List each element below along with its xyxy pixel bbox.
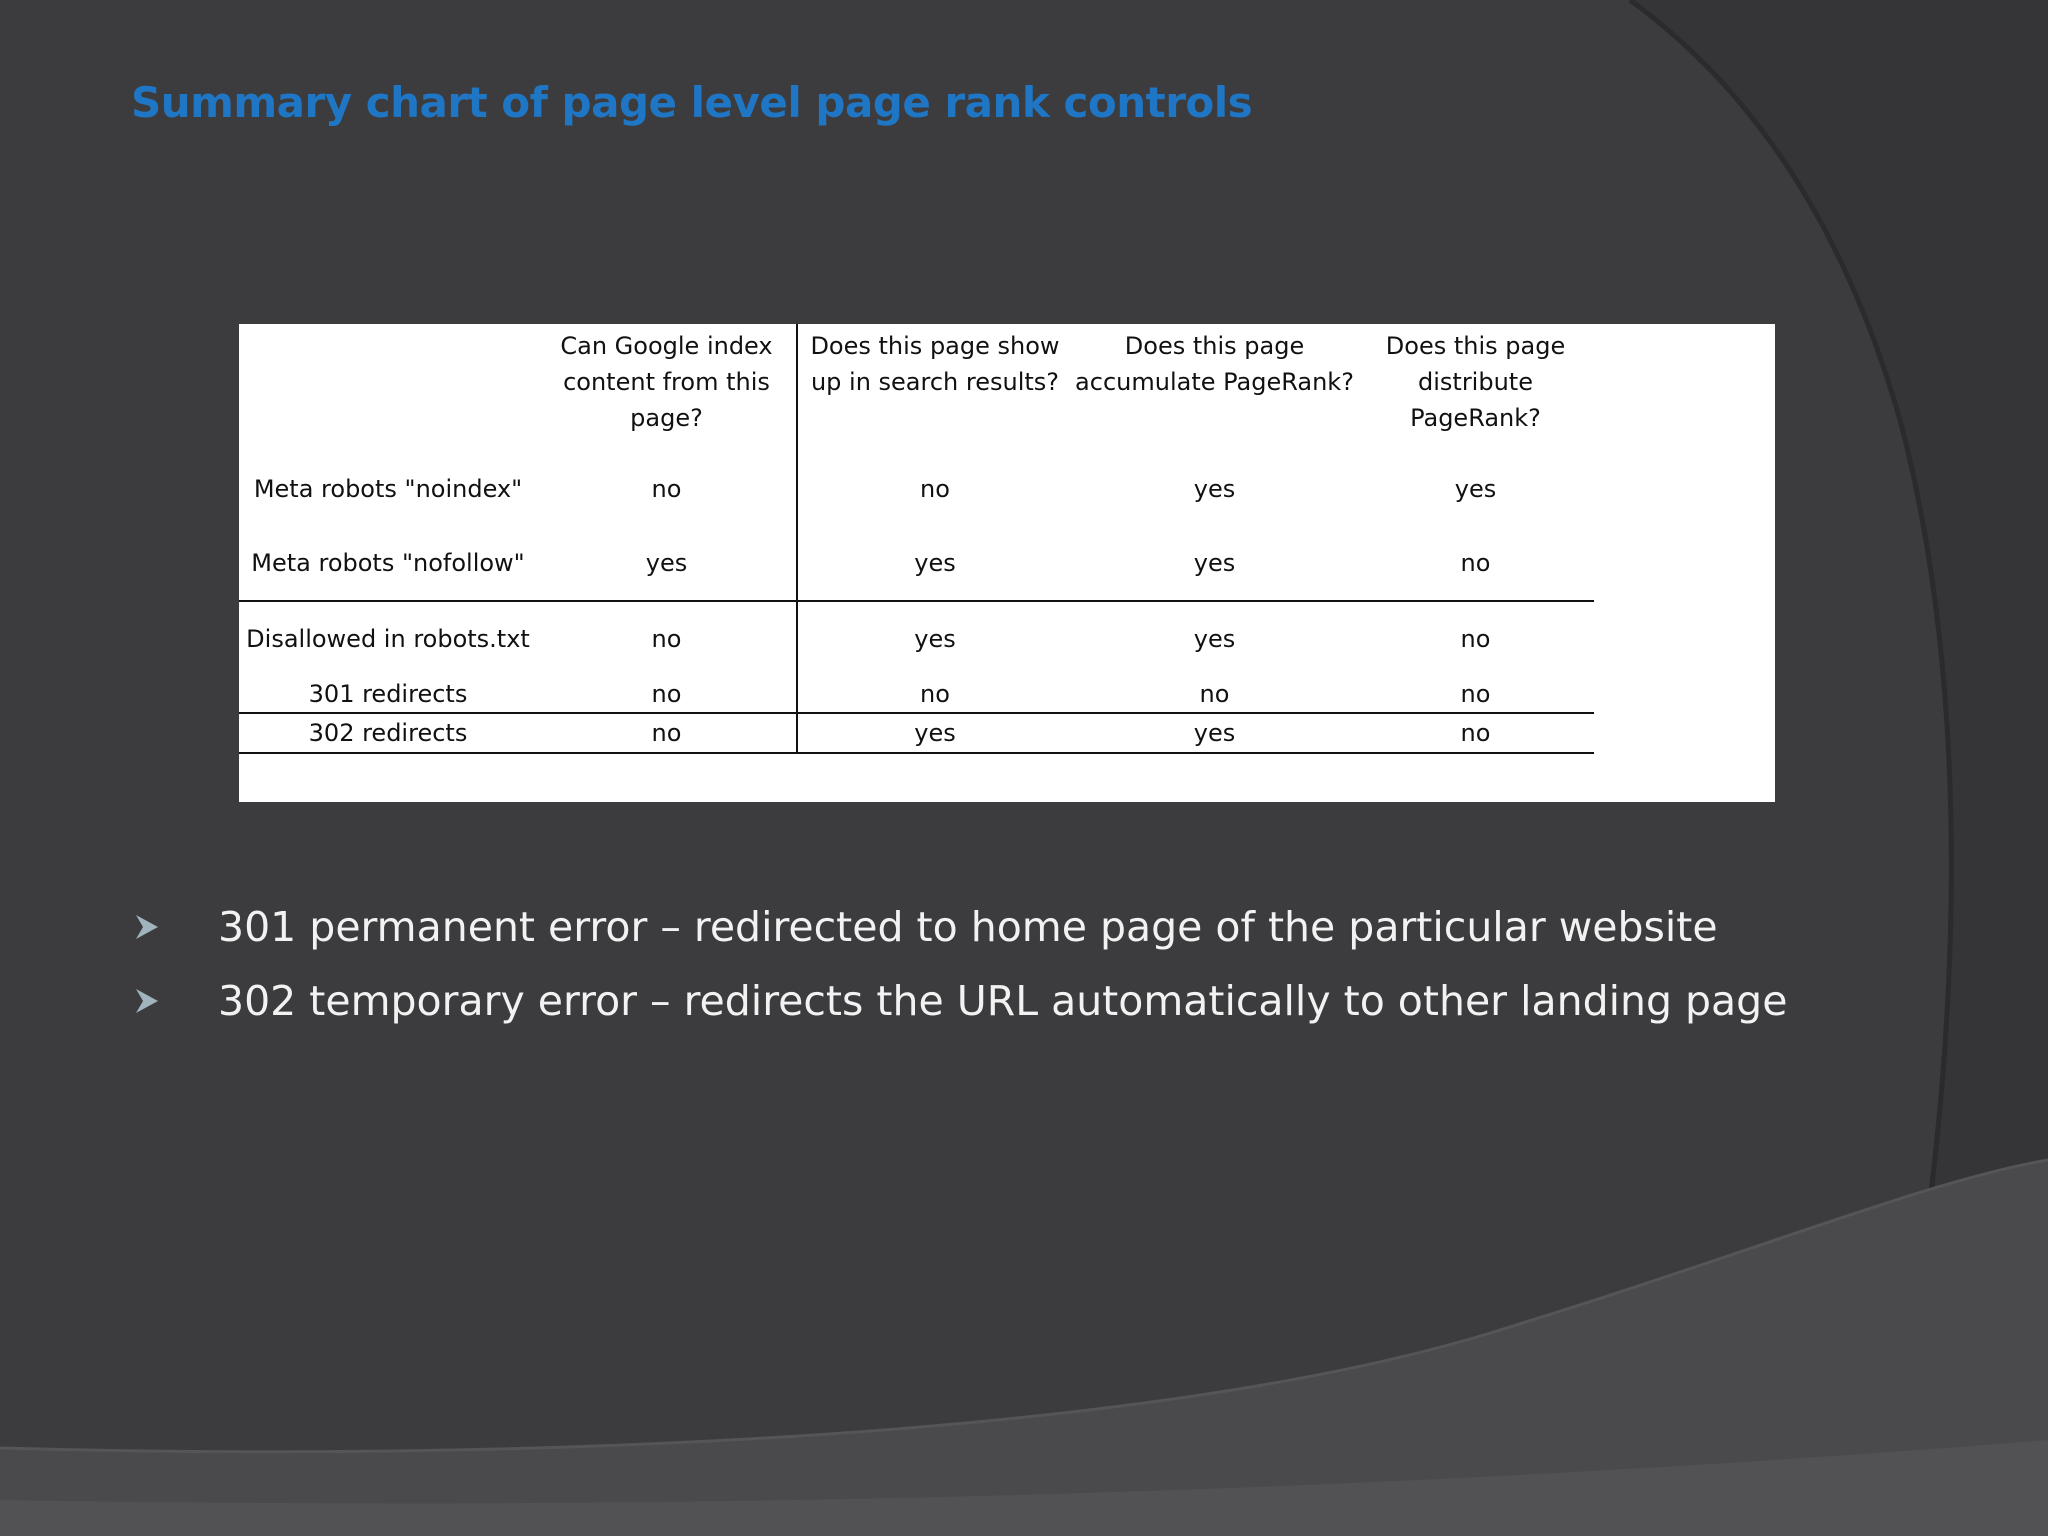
- table-cell: yes: [1072, 713, 1357, 753]
- table-cell: no: [1072, 676, 1357, 713]
- table-row: [239, 526, 1594, 601]
- table-cell: no: [1357, 526, 1594, 601]
- table-cell: no: [1460, 625, 1491, 653]
- arrow-bullet-icon: [135, 914, 218, 940]
- row-label: 301 redirects: [239, 676, 537, 713]
- table-cell: yes: [1193, 475, 1236, 503]
- header-in-search-results: Does this page show up in search results?: [810, 332, 1060, 396]
- table-cell: yes: [1072, 526, 1357, 601]
- table-row: [239, 601, 1594, 676]
- table-cell: no: [1357, 713, 1594, 753]
- header-corner: [239, 324, 537, 452]
- table-cell: yes: [1454, 475, 1497, 503]
- table-cell: yes: [797, 713, 1072, 753]
- table-cell: yes: [1193, 625, 1236, 653]
- bullet-item: [135, 964, 1787, 1038]
- table-row: [239, 713, 1594, 753]
- bullet-list: [135, 890, 1787, 1038]
- row-label: Meta robots "noindex": [253, 475, 523, 503]
- table-row: [239, 676, 1594, 713]
- header-accumulate-pagerank: Does this page accumulate PageRank?: [1075, 332, 1354, 396]
- bullet-item: [135, 890, 1787, 964]
- table-cell: yes: [537, 526, 797, 601]
- table-cell: no: [797, 676, 1072, 713]
- bullet-text: 301 permanent error – redirected to home page of the particular website: [218, 903, 1718, 951]
- header-can-index: Can Google index content from this page?: [537, 324, 797, 452]
- table-cell: yes: [797, 526, 1072, 601]
- slide-title: Summary chart of page level page rank controls: [131, 78, 1253, 127]
- table-cell: no: [537, 676, 797, 713]
- row-label: Disallowed in robots.txt: [246, 625, 530, 653]
- table-cell: no: [537, 601, 797, 676]
- table-cell: yes: [914, 625, 956, 653]
- table-cell: no: [920, 475, 950, 503]
- table-row: [239, 452, 1594, 526]
- header-distribute-pagerank: Does this page distribute PageRank?: [1385, 332, 1566, 432]
- bullet-text: 302 temporary error – redirects the URL automatically to other landing page: [218, 977, 1788, 1025]
- table-cell: no: [537, 452, 797, 526]
- row-label: 302 redirects: [239, 713, 537, 753]
- table-cell: no: [537, 713, 797, 753]
- arrow-bullet-icon: [135, 988, 218, 1014]
- row-label: Meta robots "nofollow": [239, 526, 537, 601]
- summary-chart-panel: [239, 324, 1775, 802]
- summary-table: [239, 324, 1594, 754]
- table-header-row: [239, 324, 1594, 452]
- table-cell: no: [1357, 676, 1594, 713]
